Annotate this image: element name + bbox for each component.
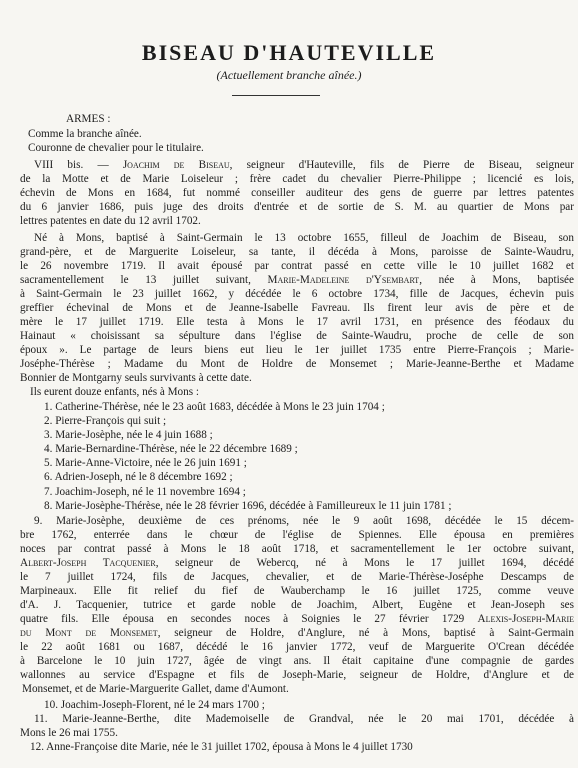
text-line: à Saint-Germain le 23 juillet 1662, y décédée le 6 octobre 1734, fille de Jacques, échevin puis — [20, 288, 574, 300]
text-segment: , seigneur de Holdre, d'Anglure, né à Mons, baptisé à Saint-Germain — [157, 627, 575, 639]
text-segment: , seigneur de Webercq, né à Mons le 17 juillet 1694, décédé — [155, 557, 575, 569]
text-line: Né à Mons, baptisé à Saint-Germain le 13 octobre 1655, filleul de Joachim de Biseau, son — [34, 232, 574, 244]
text-line: 1. Catherine-Thérèse, née le 23 août 1683, décédée à Mons le 23 juin 1704 ; — [44, 401, 385, 413]
person-name: Albert-Joseph Tacquenier — [20, 557, 156, 569]
text-line — [20, 556, 574, 570]
text-line: 6. Adrien-Joseph, né le 8 décembre 1692 ; — [44, 471, 233, 483]
text-line: Joséphe-Thérèse ; Madame du Mont de Holdre de Monsemet ; Marie-Jeanne-Berthe et Madame — [20, 358, 574, 370]
text-line: mère le 17 juillet 1719. Elle testa à Mons le 17 avril 1731, en présence des féodaux du — [20, 316, 574, 328]
page-title: BISEAU D'HAUTEVILLE — [141, 40, 437, 65]
text-line — [20, 626, 574, 640]
text-line: le 22 août 1681 ou 1687, décédé le 16 janvier 1772, veuf de Marguerite O'Crean décédée — [20, 641, 574, 653]
text-line: époux ». Le partage de leurs biens eut lieu le 1er juillet 1735 entre Pierre-François ; Marie- — [20, 344, 574, 356]
text-line: Marpineaux. Elle fit relief du fief de Wauberchamp le 16 juillet 1725, comme veuve — [20, 585, 574, 597]
text-line: Comme la branche aînée. — [28, 128, 142, 140]
text-line: wallonnes au service d'Espagne et fils de Joseph-Marie, seigneur de Holdre, d'Anglure et de — [20, 669, 574, 681]
text-line: noces par contrat passé à Mons le 18 août 1718, et sacramentellement le 1er octobre suivant, — [20, 543, 574, 555]
text-line: greffier échevinal de Mons et de Jeanne-Isabelle Favreau. Ils firent leur avis de père et de — [20, 302, 574, 314]
text-line — [34, 158, 574, 172]
text-line: 10. Joachim-Joseph-Florent, né le 24 mars 1700 ; — [44, 699, 265, 711]
text-line — [20, 612, 574, 626]
title-divider — [232, 95, 320, 96]
text-segment: quatre fils. Elle épousa en secondes noces à Soignies le 27 février 1729 — [20, 613, 478, 625]
person-name: Alexis-Joseph-Marie — [477, 613, 574, 625]
text-line: 3. Marie-Josèphe, née le 4 juin 1688 ; — [44, 429, 213, 441]
text-line: de la Motte et de Marie Loiseleur ; frère cadet du chevalier Pierre-Philippe ; licencié es lois, — [20, 173, 574, 185]
text-line: bre 1762, enterrée dans le chœur de l'église de Spiennes. Elle épousa en premières — [20, 529, 574, 541]
text-line: 8. Marie-Josèphe-Thérèse, née le 28 février 1696, décédée à Familleureux le 11 juin 1781 ; — [44, 500, 452, 512]
text-line: ARMES : — [66, 113, 111, 125]
person-name: du Mont de Monsemet — [20, 627, 158, 639]
text-line: 7. Joachim-Joseph, né le 11 novembre 1694 ; — [44, 486, 246, 498]
text-line: du 6 janvier 1686, puis juge des droits d'entrée et de sortie de S. M. au quartier de Mons par — [20, 201, 574, 213]
text-segment: , née à Mons, baptisée — [419, 274, 574, 286]
text-line: 4. Marie-Bernardine-Thérèse, née le 22 décembre 1689 ; — [44, 443, 298, 455]
text-segment: , seigneur d'Hauteville, fils de Pierre de Biseau, seigneur — [229, 159, 574, 171]
text-line: Bonnier de Montgarny seuls survivants à cette date. — [20, 372, 252, 384]
text-line: Hainaut « choisissant sa sépulture dans l'église de Sainte-Waudru, proche de celle de son — [20, 330, 574, 342]
text-line: grand-père, et de Marguerite Loiseleur, sa tante, il décéda à Mons, paroisse de Sainte-Waudru, — [20, 246, 574, 258]
text-line: échevin de Mons en 1684, fut nommé conseiller auditeur des gens de guerre par lettres patentes — [20, 187, 574, 199]
text-line: 2. Pierre-François qui suit ; — [44, 415, 167, 427]
text-line: à Barcelone le 10 juin 1727, âgée de vingt ans. Il était capitaine d'une compagnie de gardes — [20, 655, 574, 667]
person-name: Joachim de Biseau — [122, 159, 230, 171]
text-line: 11. Marie-Jeanne-Berthe, dite Mademoiselle de Grandval, née le 20 mai 1701, décédée à — [34, 713, 574, 725]
person-name: Marie-Madeleine d'Ysembart — [267, 274, 420, 286]
text-line: d'A. J. Tacquenier, tutrice et garde noble de Joachim, Albert, Eugène et Jean-Joseph ses — [20, 599, 574, 611]
text-line — [20, 273, 574, 287]
text-line: 9. Marie-Josèphe, deuxième de ces prénoms, née le 9 août 1698, décédée le 15 décem- — [34, 515, 574, 527]
text-line: le 7 juillet 1724, fils de Jacques, chevalier, et de Marie-Thérèse-Joséphe Descamps de — [20, 571, 574, 583]
text-segment: sacramentellement le 13 juillet suivant, — [20, 274, 268, 286]
text-line: Monsemet, et de Marie-Marguerite Gallet, dame d'Aumont. — [22, 683, 289, 695]
text-line: 5. Marie-Anne-Victoire, née le 26 juin 1691 ; — [44, 457, 247, 469]
text-line: 12. Anne-Françoise dite Marie, née le 31 juillet 1702, épousa à Mons le 4 juillet 1730 — [30, 741, 413, 753]
page-subtitle: (Actuellement branche aînée.) — [216, 68, 362, 82]
text-segment: VIII bis. — — [34, 159, 123, 171]
text-line: lettres patentes en date du 12 avril 1702. — [20, 215, 201, 227]
text-line: Ils eurent douze enfants, nés à Mons : — [30, 386, 200, 398]
text-line: Couronne de chevalier pour le titulaire. — [28, 142, 204, 154]
text-line: le 26 novembre 1719. Il avait épousé par contrat passé en cette ville le 10 juillet 1682 et — [20, 260, 574, 272]
text-line: Mons le 26 mai 1755. — [20, 727, 118, 739]
